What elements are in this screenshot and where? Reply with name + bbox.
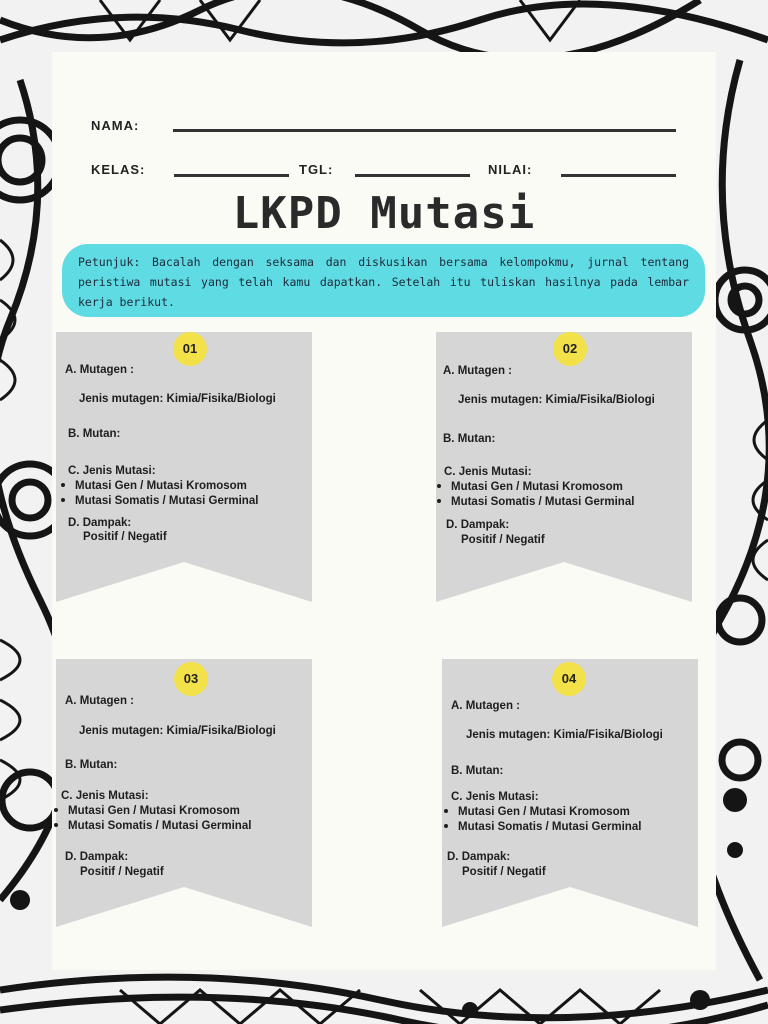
nama-label: NAMA: (91, 118, 140, 133)
instruction-box: Petunjuk: Bacalah dengan seksama dan diskusikan bersama kelompokmu, jurnal tentang peristiwa mutasi yang telah kamu dapatkan. Setelah itu tuliskan hasilnya pada lembar kerja berikut. (62, 244, 705, 317)
jenis-mutasi-label: C. Jenis Mutasi: (61, 790, 149, 802)
jenis-mutagen-label: Jenis mutagen: Kimia/Fisika/Biologi (466, 729, 663, 741)
dampak-label: D. Dampak: (65, 851, 129, 863)
nama-line[interactable] (173, 129, 676, 132)
dampak-value: Positif / Negatif (462, 866, 546, 878)
bullet-mutasi-gen: Mutasi Gen / Mutasi Kromosom (61, 480, 247, 492)
mutan-label: B. Mutan: (443, 433, 496, 445)
card-number-badge: 01 (173, 332, 207, 366)
dampak-value: Positif / Negatif (461, 534, 545, 546)
tgl-line[interactable] (355, 174, 470, 177)
mutagen-label: A. Mutagen : (65, 695, 134, 707)
bullet-mutasi-gen: Mutasi Gen / Mutasi Kromosom (437, 481, 623, 493)
jenis-mutasi-label: C. Jenis Mutasi: (68, 465, 156, 477)
bullet-mutasi-gen: Mutasi Gen / Mutasi Kromosom (54, 805, 240, 817)
jenis-mutagen-label: Jenis mutagen: Kimia/Fisika/Biologi (79, 725, 276, 737)
card-number-badge: 04 (552, 662, 586, 696)
tgl-label: TGL: (299, 162, 334, 177)
mutation-card-04 (442, 659, 698, 929)
mutation-card-01 (56, 332, 312, 604)
mutan-label: B. Mutan: (68, 428, 121, 440)
nilai-line[interactable] (561, 174, 676, 177)
bullet-mutasi-somatis: Mutasi Somatis / Mutasi Germinal (444, 821, 641, 833)
mutation-card-02 (436, 332, 692, 604)
card-number-badge: 03 (174, 662, 208, 696)
bullet-mutasi-somatis: Mutasi Somatis / Mutasi Germinal (437, 496, 634, 508)
jenis-mutagen-label: Jenis mutagen: Kimia/Fisika/Biologi (79, 393, 276, 405)
dampak-label: D. Dampak: (447, 851, 511, 863)
jenis-mutasi-label: C. Jenis Mutasi: (451, 791, 539, 803)
kelas-label: KELAS: (91, 162, 146, 177)
mutagen-label: A. Mutagen : (451, 700, 520, 712)
bullet-mutasi-somatis: Mutasi Somatis / Mutasi Germinal (54, 820, 251, 832)
jenis-mutasi-label: C. Jenis Mutasi: (444, 466, 532, 478)
dampak-value: Positif / Negatif (83, 531, 167, 543)
card-number-badge: 02 (553, 332, 587, 366)
mutagen-label: A. Mutagen : (443, 365, 512, 377)
dampak-label: D. Dampak: (446, 519, 510, 531)
jenis-mutagen-label: Jenis mutagen: Kimia/Fisika/Biologi (458, 394, 655, 406)
page-title: LKPD Mutasi (232, 188, 536, 239)
bullet-mutasi-gen: Mutasi Gen / Mutasi Kromosom (444, 806, 630, 818)
nilai-label: NILAI: (488, 162, 533, 177)
kelas-line[interactable] (174, 174, 289, 177)
mutation-card-03 (56, 659, 312, 929)
dampak-label: D. Dampak: (68, 517, 132, 529)
bullet-mutasi-somatis: Mutasi Somatis / Mutasi Germinal (61, 495, 258, 507)
mutan-label: B. Mutan: (451, 765, 504, 777)
mutan-label: B. Mutan: (65, 759, 118, 771)
mutagen-label: A. Mutagen : (65, 364, 134, 376)
dampak-value: Positif / Negatif (80, 866, 164, 878)
